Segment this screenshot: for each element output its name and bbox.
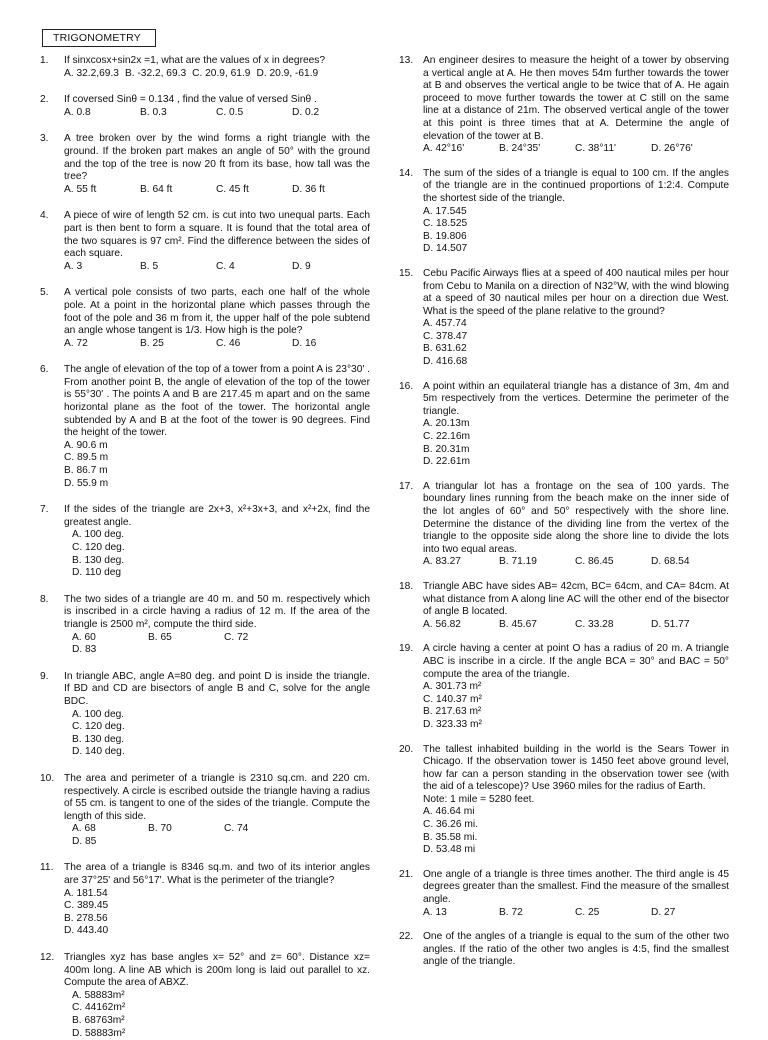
question-13 [399,55,729,156]
answer-choices [423,318,729,368]
answer-choice: B. 45.67 [499,618,537,630]
answer-choice: D. 27 [651,906,676,918]
question-number: 2. [40,94,49,106]
answer-choice: C. 89.5 m [64,452,109,464]
answer-choice: D. 22.61m [423,456,470,468]
answer-choice: D. 51.77 [651,618,690,630]
answer-choices [423,143,729,156]
question-text: A piece of wire of length 52 cm. is cut into two unequal parts. Each part is then bent to form a square. It is found that the total area of the two squares is 97 cm². Find the difference between the sides of each square. [64,210,370,260]
question-22 [399,931,729,969]
answer-choice: B. 70 [148,823,172,835]
answer-choice: B. 278.56 [64,912,108,924]
answer-choices [423,556,729,569]
answer-choices [64,529,370,579]
answer-choices [423,681,729,731]
question-text: A tree broken over by the wind forms a right triangle with the ground. If the broken part makes an angle of 50° with the ground and the top of the tree is now 20 ft from its base, how tall was the tree? [64,133,370,183]
answer-choice: C. 46 [216,337,241,349]
answer-choices [423,619,729,632]
question-6 [40,364,370,490]
answer-choice: B. 20.31m [423,443,470,455]
answer-choice: C. 45 ft [216,183,249,195]
answer-choices [64,440,370,490]
answer-choices [423,418,729,468]
question-number: 6. [40,364,49,376]
question-7 [40,504,370,580]
question-text: An engineer desires to measure the height of a tower by observing a vertical angle at A. He then moves 54m further towards the tower at B and observes the vertical angle to be twice that of A. He again proceed to move further towards the tower at C still on the same line at a distance of 21m. The observed vertical angle of the tower at this point is three times that at A. Determine the angle of elevation of the tower at B. [423,55,729,142]
answer-choices [64,338,370,351]
question-number: 9. [40,670,49,682]
answer-choice: D. 416.68 [423,356,468,368]
answer-choice: B. 130 deg. [72,733,125,745]
question-number: 8. [40,593,49,605]
question-number: 4. [40,210,49,222]
question-5 [40,287,370,350]
answer-choice: D. 53.48 mi [423,844,476,856]
answer-choice: B. 5 [140,260,159,272]
question-number: 19. [399,643,414,655]
question-text: The angle of elevation of the top of a tower from a point A is 23°30' . From another point B, the angle of elevation of the top of the tower is 55°30' . The points A and B are 217.45 m apart and on the same horizontal plane as the foot of the tower. The horizontal angle subtended by A and B at the foot of the tower is 90 degrees. Find the height of the tower. [64,364,370,439]
answer-choice: B. 35.58 mi. [423,831,478,843]
left-column [40,55,370,1040]
answer-choice: C. 140.37 m² [423,693,482,705]
answer-choice: C. 72 [224,631,249,643]
answer-choice: D. 83 [72,644,97,656]
answer-choice: C. 22.16m [423,431,470,443]
question-17 [399,481,729,569]
question-20 [399,744,729,857]
answer-choice: A. 100 deg. [72,529,125,541]
answer-choices [423,206,729,256]
question-2 [40,94,370,119]
answer-choice: D. 68.54 [651,556,690,568]
question-number: 5. [40,287,49,299]
question-number: 11. [40,862,54,874]
answer-choice: A. 42°16' [423,143,465,155]
answer-choice: D. 16 [292,337,317,349]
answer-choice: C. 33.28 [575,618,614,630]
answer-choice: B. 72 [499,906,523,918]
question-text: Triangle ABC have sides AB= 42cm, BC= 64cm, and CA= 84cm. At what distance from A along line AC will the other end of the bisector of angle B located. [423,580,729,618]
answer-choice: D. 20.9, -61.9 [256,67,319,79]
question-14 [399,168,729,256]
answer-choice: C. 38°11' [575,143,616,155]
answer-choice: B. 65 [148,631,172,643]
answer-choice: A. 457.74 [423,318,467,330]
answer-choices [64,823,370,848]
answer-choice: C. 389.45 [64,900,109,912]
question-number: 7. [40,504,49,516]
answer-choice: D. 36 ft [292,183,325,195]
answer-choice: B. 25 [140,337,164,349]
answer-choice: B. 64 ft [140,183,173,195]
answer-choices [423,806,729,856]
answer-choice: A. 90.6 m [64,439,108,451]
answer-choice: C. 20.9, 61.9 [192,67,251,79]
question-number: 1. [40,55,49,66]
answer-choice: C. 0.5 [216,106,244,118]
question-text: One angle of a triangle is three times another. The third angle is 45 degrees greater than the smallest. Find the measure of the smallest angle. [423,868,729,906]
question-text: A vertical pole consists of two parts, each one half of the whole pole. At a point in the horizontal plane which passes through the foot of the pole and 36 m from it, the upper half of the pole subtend an angle whose tangent is 1/3. How high is the pole? [64,287,370,337]
answer-choice: B. 217.63 m² [423,706,482,718]
question-number: 22. [399,931,414,943]
answer-choice: A. 68 [72,823,96,835]
question-text: The area and perimeter of a triangle is 2310 sq.cm. and 220 cm. respectively. A circle is escribed outside the triangle having a radius of 55 cm. is tangent to one of the sides of the triangle. Compute the length of this side. [64,772,370,822]
right-column [399,55,729,969]
answer-choice: A. 55 ft [64,183,97,195]
answer-choice: A. 301.73 m² [423,681,482,693]
answer-choices [64,184,370,197]
question-18 [399,581,729,631]
question-text: Cebu Pacific Airways flies at a speed of 400 nautical miles per hour from Cebu to Manila on a direction of N32°W, with the wind blowing at a speed of 30 nautical miles per hour on a direction due West. What is the speed of the plane relative to the ground? [423,267,729,317]
question-19 [399,643,729,731]
question-21 [399,869,729,919]
question-number: 13. [399,55,414,66]
question-number: 3. [40,133,49,145]
answer-choice: C. 86.45 [575,556,614,568]
question-number: 14. [399,167,414,179]
question-4 [40,210,370,273]
answer-choice: A. 17.545 [423,205,467,217]
question-11 [40,862,370,938]
question-text: Triangles xyz has base angles x= 52° and z= 60°. Distance xz= 400m long. A line AB which is 200m long is laid out parallel to xz. Compute the area of ABXZ. [64,952,370,989]
answer-choice: A. 32.2,69.3 [64,67,119,79]
answer-choice: C. 120 deg. [72,542,125,553]
question-number: 20. [399,743,414,755]
answer-choice: D. 110 deg [72,567,122,579]
answer-choice: B. 24°35' [499,143,541,155]
answer-choice: B. 71.19 [499,556,537,568]
answer-choice: B. -32.2, 69.3 [124,67,187,79]
answer-choice: B. 130 deg. [72,554,125,566]
answer-choice: C. 36.26 mi. [423,819,478,831]
question-text: The sum of the sides of a triangle is equal to 100 cm. If the angles of the triangle are in the continued proportions of 1:2:4. Compute the shortest side of the triangle. [423,167,729,204]
answer-choice: B. 631.62 [423,343,467,355]
answer-choice: A. 13 [423,906,447,918]
answer-choice: A. 72 [64,337,88,349]
question-10 [40,773,370,849]
answer-choice: A. 58883m² [72,989,125,1001]
question-text: The two sides of a triangle are 40 m. and 50 m. respectively which is inscribed in a circle having a radius of 12 m. If the area of the triangle is 2500 m², compute the third side. [64,593,370,630]
question-9 [40,671,370,759]
question-number: 18. [399,580,414,592]
answer-choice: A. 181.54 [64,887,108,899]
answer-choices [64,68,370,81]
answer-choice: D. 55.9 m [64,477,109,489]
answer-choice: D. 14.507 [423,243,468,255]
answer-choice: D. 26°76' [651,143,693,155]
answer-choice: B. 0.3 [140,106,167,118]
answer-choice: A. 60 [72,631,96,643]
question-8 [40,594,370,657]
question-number: 17. [399,480,414,492]
answer-choice: D. 323.33 m² [423,718,482,730]
answer-choices [423,907,729,920]
answer-choice: D. 0.2 [292,106,320,118]
question-number: 15. [399,267,414,279]
answer-choice: B. 68763m² [72,1015,125,1026]
question-text: A point within an equilateral triangle has a distance of 3m, 4m and 5m respectively from the vertices. Determine the perimeter of the triangle. [423,380,729,417]
answer-choices [64,709,370,759]
answer-choice: C. 74 [224,823,249,835]
section-title: TRIGONOMETRY [42,29,156,47]
answer-choice: C. 18.525 [423,218,468,230]
answer-choice: C. 44162m² [72,1002,126,1014]
question-text: If coversed Sinθ = 0.134 , find the value of versed Sinθ . [64,94,317,106]
answer-choice: C. 25 [575,906,600,918]
answer-choice: A. 46.64 mi [423,806,475,818]
question-text: If sinxcosx+sin2x =1, what are the values of x in degrees? [64,55,326,66]
question-number: 12. [40,952,55,964]
question-text: A circle having a center at point O has a radius of 20 m. A triangle ABC is inscribe in a circle. If the angle BCA = 30° and BAC = 50° compute the area of the triangle. [423,643,729,680]
answer-choice: C. 4 [216,260,235,272]
question-text: In triangle ABC, angle A=80 deg. and point D is inside the triangle. If BD and CD are bisectors of angle B and C, solve for the angle BDC. [64,670,370,707]
question-text: One of the angles of a triangle is equal to the sum of the other two angles. If the ratio of the other two angles is 4:5, find the smallest angle of the triangle. [423,931,729,968]
answer-choice: B. 86.7 m [64,465,108,477]
question-text: If the sides of the triangle are 2x+3, x²+3x+3, and x²+2x, find the greatest angle. [64,504,370,528]
answer-choice: A. 83.27 [423,556,461,568]
answer-choice: D. 85 [72,835,97,847]
answer-choice: A. 3 [64,260,83,272]
answer-choice: D. 443.40 [64,925,109,937]
answer-choices [64,261,370,274]
question-number: 21. [399,868,414,880]
answer-choice: A. 56.82 [423,618,461,630]
answer-choice: A. 0.8 [64,106,91,118]
answer-choices [64,990,370,1040]
question-number: 16. [399,380,414,392]
question-number: 10. [40,772,55,784]
question-1 [40,55,370,80]
question-note: Note: 1 mile = 5280 feet. [423,793,535,805]
answer-choice: C. 120 deg. [72,721,125,733]
answer-choice: B. 19.806 [423,230,467,242]
answer-choice: D. 58883m² [72,1027,126,1039]
question-text: The area of a triangle is 8346 sq.m. and two of its interior angles are 37°25' and 56°17'. What is the perimeter of the triangle? [64,862,370,887]
answer-choice: D. 9 [292,260,311,272]
question-3 [40,133,370,196]
question-16 [399,381,729,469]
question-12 [40,952,370,1040]
answer-choice: A. 20.13m [423,418,470,430]
answer-choices [64,632,370,657]
answer-choice: C. 378.47 [423,330,468,342]
question-text: A triangular lot has a frontage on the sea of 100 yards. The boundary lines running from the beach make on the inner side of the lot angles of 60° and 50° respectively with the shore line. Determine the distance of the dividing line from the vertex of the triangle to the opposite side along the shore line to divide the lots into two equal areas. [423,480,729,555]
answer-choice: D. 140 deg. [72,746,125,758]
answer-choices [64,107,370,120]
question-15 [399,268,729,369]
question-text: The tallest inhabited building in the world is the Sears Tower in Chicago. If the observation tower is 1450 feet above ground level, how far can a person standing in the observation tower see (with the aid of a telescope)? Use 3960 miles for the radius of Earth. [423,743,729,793]
answer-choices [64,888,370,938]
answer-choice: A. 100 deg. [72,708,125,720]
